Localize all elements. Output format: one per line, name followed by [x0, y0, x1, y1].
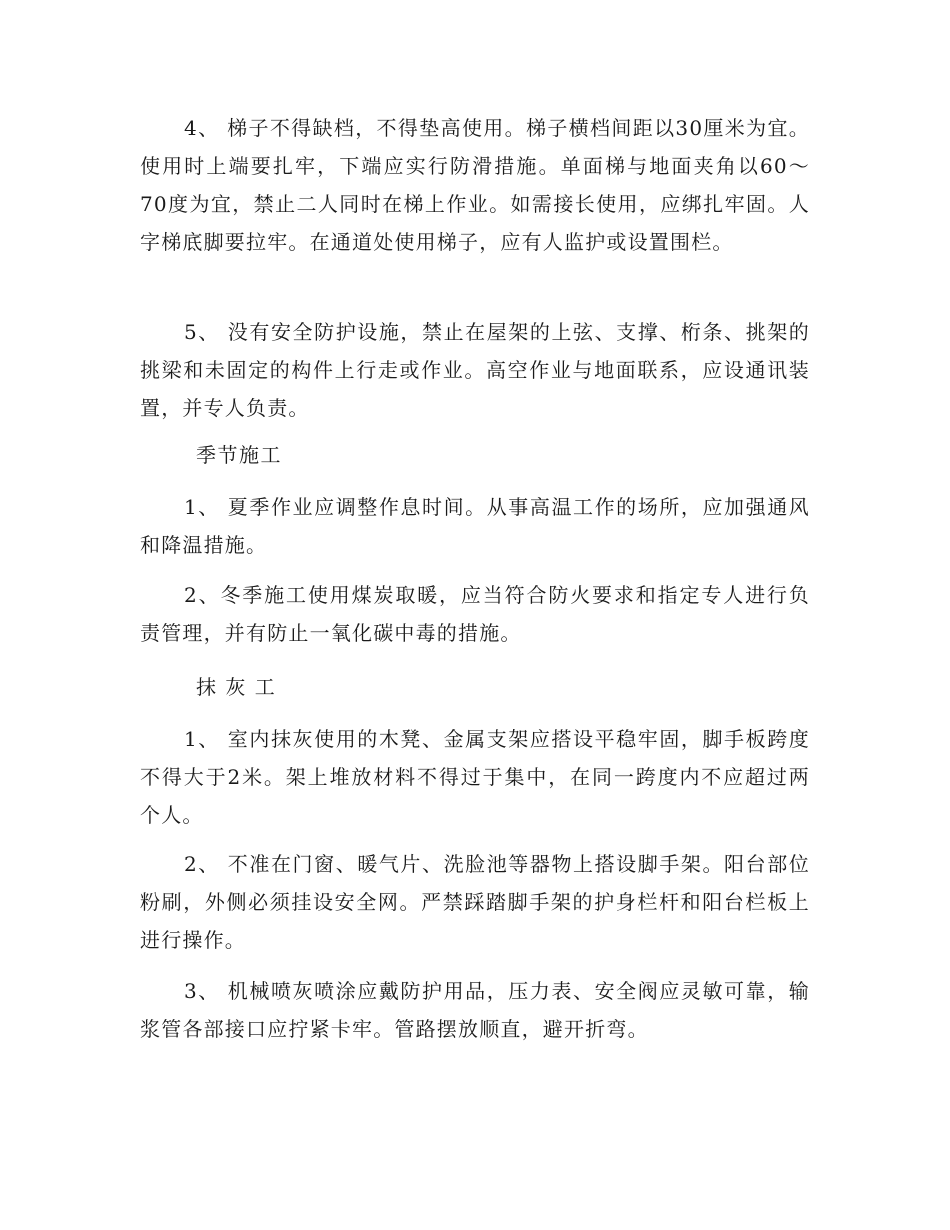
paragraph-height-rule-5: 5、 没有安全防护设施，禁止在屋架的上弦、支撑、桁条、挑架的挑梁和未固定的构件上行走或作业。高空作业与地面联系，应设通讯装置，并专人负责。	[140, 320, 810, 420]
section-heading-seasonal: 季节施工	[196, 443, 282, 467]
paragraph-plaster-3: 3、 机械喷灰喷涂应戴防护用品，压力表、安全阀应灵敏可靠，输浆管各部接口应拧紧卡牢。管路摆放顺直，避开折弯。	[140, 979, 810, 1041]
paragraph-plaster-1: 1、 室内抹灰使用的木凳、金属支架应搭设平稳牢固，脚手板跨度不得大于2米。架上堆放材料不得过于集中，在同一跨度内不应超过两个人。	[140, 727, 810, 827]
paragraph-seasonal-2: 2、冬季施工使用煤炭取暖，应当符合防火要求和指定专人进行负责管理，并有防止一氧化碳中毒的措施。	[140, 583, 810, 645]
paragraph-plaster-2: 2、 不准在门窗、暖气片、洗脸池等器物上搭设脚手架。阳台部位粉刷，外侧必须挂设安全网。严禁踩踏脚手架的护身栏杆和阳台栏板上进行操作。	[140, 852, 810, 952]
section-heading-plaster: 抹 灰 工	[196, 675, 277, 699]
paragraph-seasonal-1: 1、 夏季作业应调整作息时间。从事高温工作的场所，应加强通风和降温措施。	[140, 495, 810, 557]
paragraph-ladder-rule-4: 4、 梯子不得缺档，不得垫高使用。梯子横档间距以30厘米为宜。使用时上端要扎牢，下端应实行防滑措施。单面梯与地面夹角以60～70度为宜，禁止二人同时在梯上作业。如需接长使用，应绑扎牢固。人字梯底脚要拉牢。在通道处使用梯子，应有人监护或设置围栏。	[140, 116, 810, 254]
